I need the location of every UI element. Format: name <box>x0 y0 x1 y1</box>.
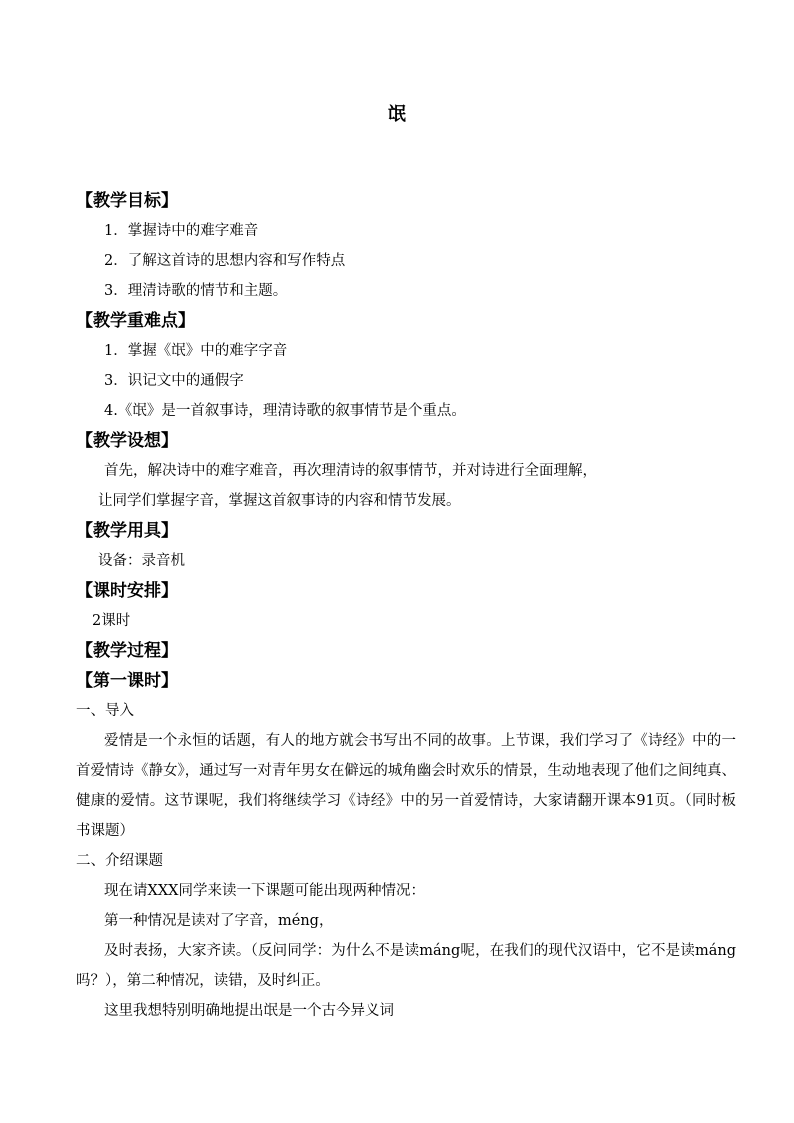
goal-item: 3．理清诗歌的情节和主题。 <box>104 283 288 299</box>
tools-line: 设备：录音机 <box>98 553 185 569</box>
topic-line: 第一种情况是读对了字音，méng， <box>104 913 334 929</box>
section-heading-schedule: 【课时安排】 <box>76 581 178 601</box>
schedule-line: 2课时 <box>92 613 131 629</box>
design-line: 让同学们掌握字音，掌握这首叙事诗的内容和情节发展。 <box>98 493 461 509</box>
section-heading-process: 【教学过程】 <box>76 641 178 661</box>
section-heading-design: 【教学设想】 <box>76 431 178 451</box>
topic-paragraph: 及时表扬，大家齐读。（反问同学：为什么不是读máng呢，在我们的现代汉语中，它不是读máng吗？），第二种情况，读错，及时纠正。 <box>76 943 736 989</box>
page-title: 氓 <box>388 104 406 125</box>
section-heading-goals: 【教学目标】 <box>76 191 178 211</box>
key-point-item: 3．识记文中的通假字 <box>104 373 244 389</box>
section-heading-key-points: 【教学重难点】 <box>76 311 195 331</box>
key-point-item: 1．掌握《氓》中的难字字音 <box>104 343 288 359</box>
goal-item: 2．了解这首诗的思想内容和写作特点 <box>104 253 346 269</box>
goal-item: 1．掌握诗中的难字难音 <box>104 223 259 239</box>
key-point-item: 4.《氓》是一首叙事诗，理清诗歌的叙事情节是个重点。 <box>104 403 466 419</box>
topic-line: 现在请XXX同学来读一下课题可能出现两种情况： <box>104 883 425 899</box>
section-heading-tools: 【教学用具】 <box>76 521 178 541</box>
topic-label: 二、介绍课题 <box>76 853 163 869</box>
topic-line: 这里我想特别明确地提出氓是一个古今异义词 <box>104 1003 394 1019</box>
document-body <box>76 186 736 1026</box>
design-line: 首先，解决诗中的难字难音，再次理清诗的叙事情节，并对诗进行全面理解， <box>104 463 597 479</box>
intro-label: 一、导入 <box>76 703 134 719</box>
intro-paragraph: 爱情是一个永恒的话题，有人的地方就会书写出不同的故事。上节课，我们学习了《诗经》中的一首爱情诗《静女》，通过写一对青年男女在僻远的城角幽会时欢乐的情景，生动地表现了他们之间纯真、健康的爱情。这节课呢，我们将继续学习《诗经》中的另一首爱情诗，大家请翻开课本91页。（同时板书课题） <box>76 733 736 839</box>
section-heading-first-lesson: 【第一课时】 <box>76 671 178 691</box>
